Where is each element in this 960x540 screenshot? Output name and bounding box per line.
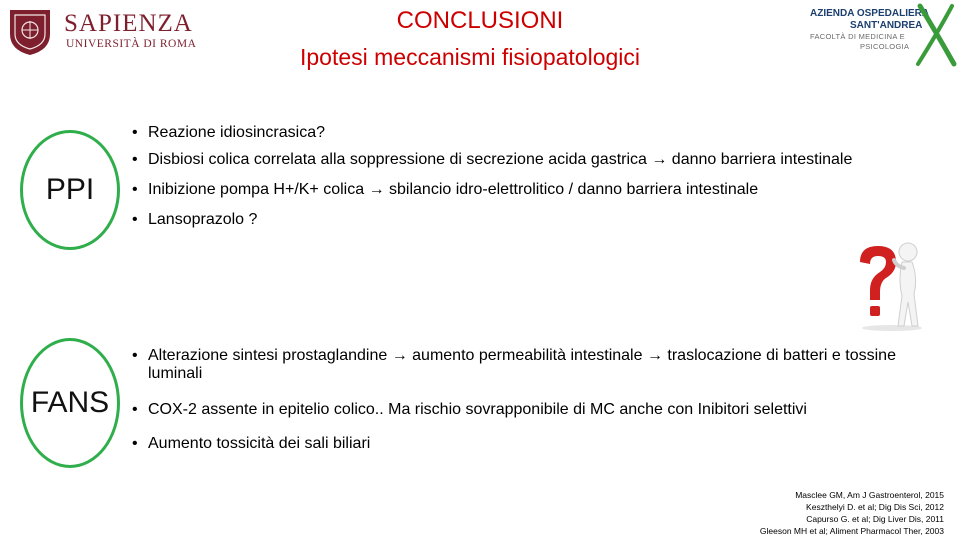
hospital-name-line4: PSICOLOGIA — [860, 42, 910, 51]
references — [760, 489, 944, 537]
ppi-label: PPI — [45, 173, 95, 206]
hospital-name-line2: SANT'ANDREA — [850, 20, 923, 31]
university-subtitle: UNIVERSITÀ DI ROMA — [66, 38, 197, 50]
hospital-logo — [806, 2, 956, 68]
ppi-bullet: • Inibizione pompa H+/K+ colica → sbilancio idro-elettrolitico / danno barriera intestinale — [130, 181, 880, 199]
slide-subtitle: Ipotesi meccanismi fisiopatologici — [299, 44, 641, 70]
hospital-name-line3: FACOLTÀ DI MEDICINA E — [810, 32, 905, 41]
reference-item: Keszthelyi D. et al; Dig Dis Sci, 2012 — [806, 502, 944, 512]
reference-item: Masclee GM, Am J Gastroenterol, 2015 — [795, 490, 944, 500]
slide-title: CONCLUSIONI — [396, 7, 564, 34]
fans-label: FANS — [30, 386, 110, 419]
fans-bullet: • COX-2 assente in epitelio colico.. Ma rischio sovrapponibile di MC anche con Inibitori selettivi — [130, 401, 900, 419]
fans-bullet: • Aumento tossicità dei sali biliari — [130, 435, 900, 453]
university-name: SAPIENZA — [64, 10, 193, 37]
fans-bullet-list — [130, 347, 900, 453]
fans-bullet: • Alterazione sintesi prostaglandine → aumento permeabilità intestinale → traslocazione di batteri e tossine luminali — [130, 347, 900, 383]
fans-circle — [20, 338, 120, 468]
hospital-name-line1: AZIENDA OSPEDALIERA — [810, 8, 930, 19]
reference-item: Capurso G. et al; Dig Liver Dis, 2011 — [806, 514, 944, 524]
hospital-x-icon — [914, 2, 958, 68]
question-mark-figure-icon — [848, 240, 930, 332]
ppi-bullet: • Disbiosi colica correlata alla soppressione di secrezione acida gastrica → danno barriera intestinale — [130, 151, 880, 169]
ppi-bullet-list — [130, 124, 880, 229]
ppi-circle — [20, 130, 120, 250]
ppi-bullet: • Reazione idiosincrasica? — [130, 124, 880, 142]
reference-item: Gleeson MH et al; Aliment Pharmacol Ther, 2003 — [759, 526, 944, 536]
ppi-bullet: • Lansoprazolo ? — [130, 211, 880, 229]
